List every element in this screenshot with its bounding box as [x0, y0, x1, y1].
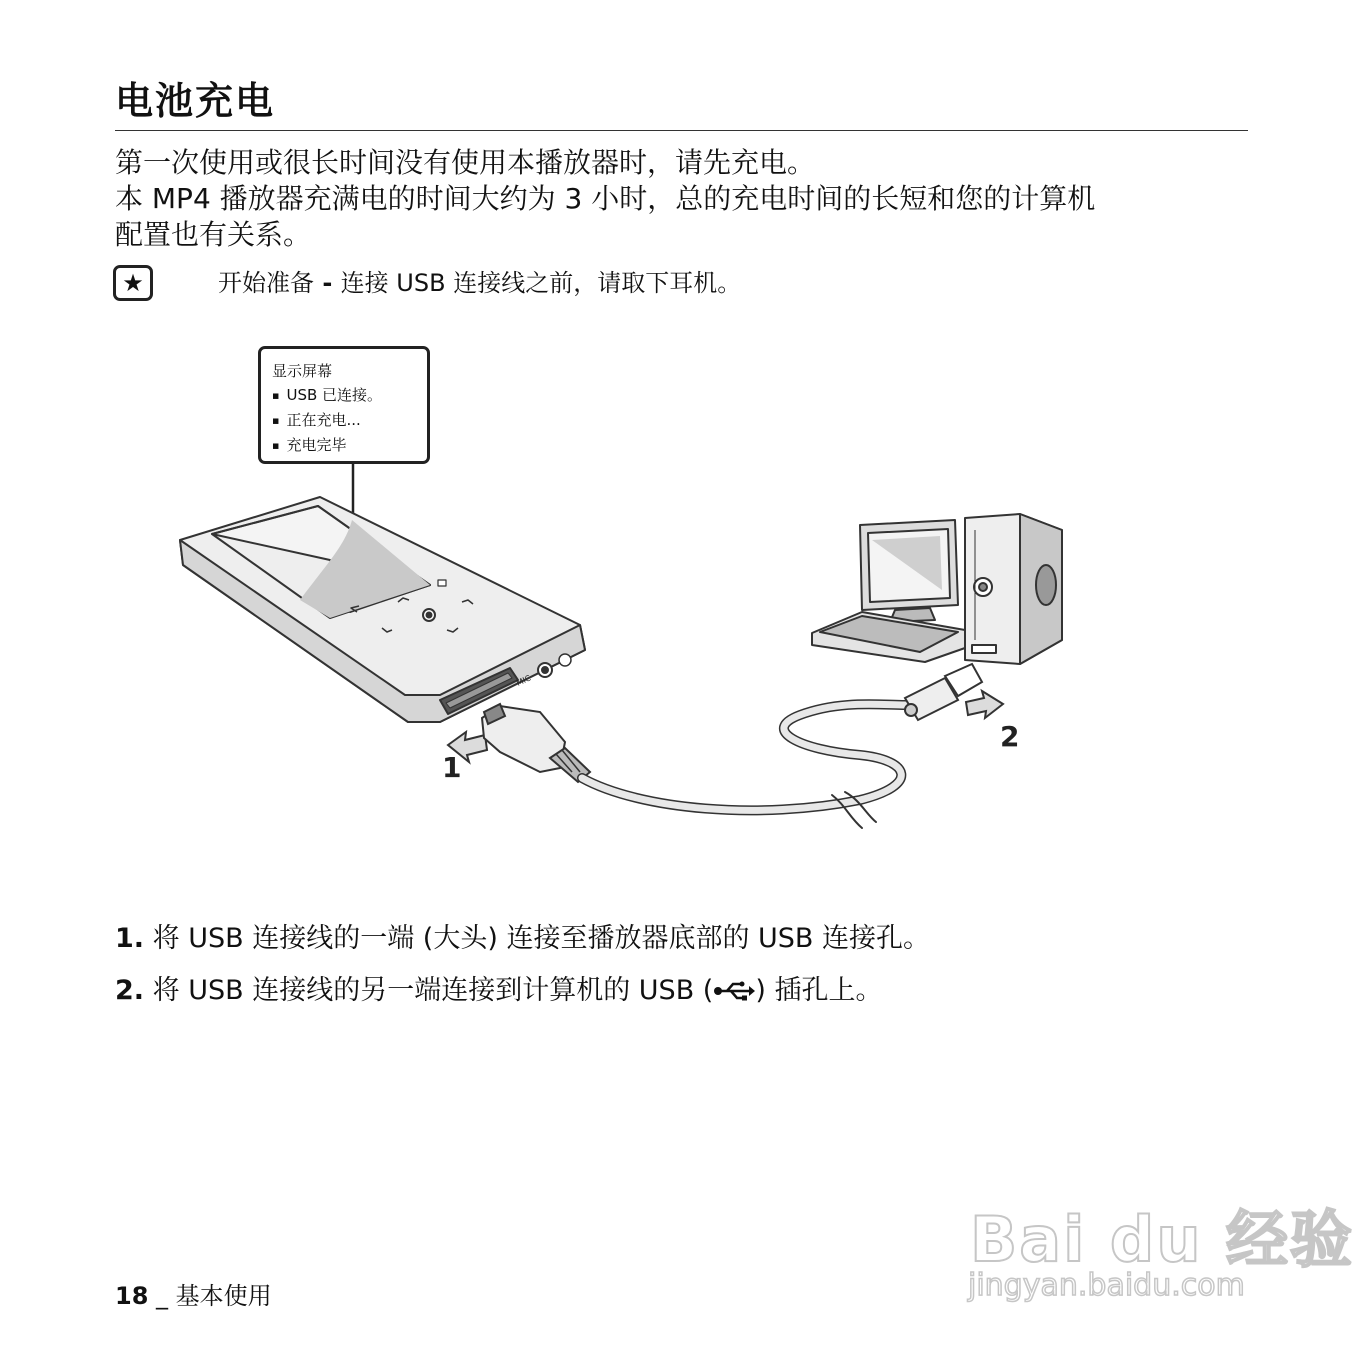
step-1-number: 1. — [115, 923, 145, 954]
computer — [812, 514, 1062, 664]
intro-line-2: 本 MP4 播放器充满电的时间大约为 3 小时，总的充电时间的长短和您的计算机 — [115, 182, 1096, 215]
note-body: 连接 USB 连接线之前，请取下耳机。 — [340, 269, 742, 297]
step-1-text: 将 USB 连接线的一端 (大头) 连接至播放器底部的 USB 连接孔。 — [144, 923, 931, 954]
large-usb-connector — [482, 704, 590, 782]
page-title: 电池充电 — [115, 79, 276, 123]
page-number: 18 — [115, 1282, 149, 1310]
usb-cable — [582, 704, 905, 828]
step-2 — [115, 974, 882, 1008]
callout-item-usb-connected: ▪ USB 已连接。 — [272, 383, 427, 408]
step-marker-1: 1 — [442, 751, 462, 784]
display-screen-callout — [258, 346, 430, 464]
intro-line-1: 第一次使用或很长时间没有使用本播放器时，请先充电。 — [115, 146, 816, 179]
page-footer — [115, 1276, 272, 1311]
footer-separator: _ — [148, 1282, 176, 1310]
note-label: 开始准备 — [218, 269, 314, 297]
note-separator: - — [314, 269, 341, 297]
watermark-url: jingyan.baidu.com — [968, 1268, 1245, 1303]
callout-title: 显示屏幕 — [272, 362, 333, 380]
usb-icon — [713, 980, 755, 1002]
arrow-2 — [966, 691, 1003, 718]
step-1 — [115, 922, 930, 956]
callout-item-charging: ▪ 正在充电... — [272, 408, 427, 433]
footer-section: 基本使用 — [175, 1282, 272, 1310]
star-icon: ★ — [113, 265, 153, 301]
step-2-text-after: ) 插孔上。 — [755, 975, 883, 1006]
step-marker-2: 2 — [1000, 720, 1020, 753]
step-2-number: 2. — [115, 975, 145, 1006]
callout-item-charge-complete: ▪ 充电完毕 — [272, 433, 427, 458]
mp4-player — [180, 497, 585, 722]
intro-line-3: 配置也有关系。 — [115, 218, 312, 251]
step-2-text-before: 将 USB 连接线的另一端连接到计算机的 USB ( — [144, 975, 714, 1006]
callout-list — [272, 383, 427, 458]
svg-text:MIC: MIC — [515, 673, 533, 688]
watermark-brand: Bai du 经验 — [970, 1203, 1355, 1276]
